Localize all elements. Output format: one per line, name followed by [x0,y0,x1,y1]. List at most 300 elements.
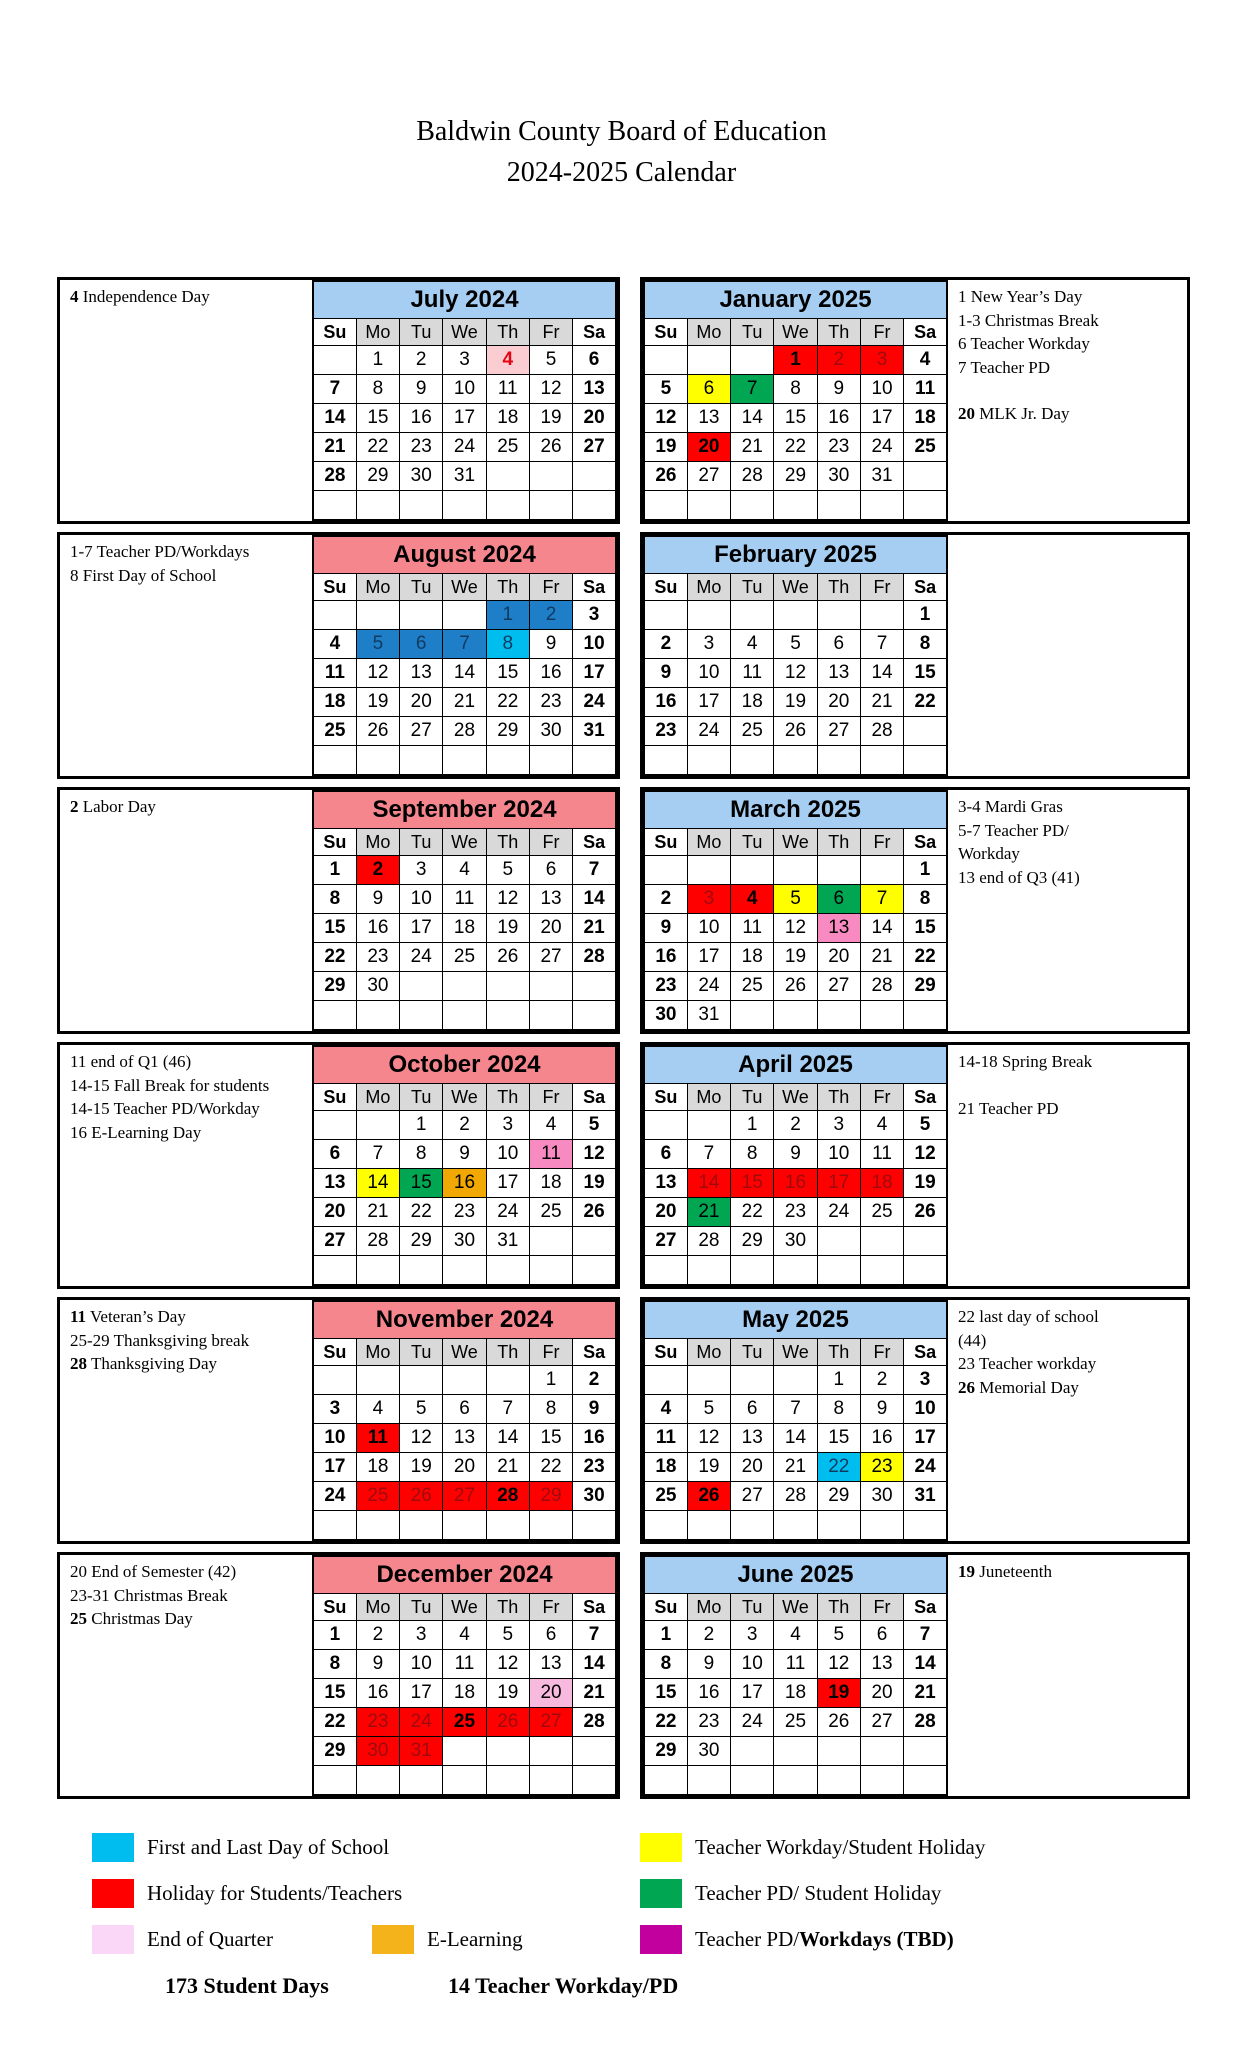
day-cell [774,1511,817,1541]
week-row [313,885,616,914]
weekday-header: Tu [731,1339,774,1366]
day-cell-highlighted: 27 [443,1482,486,1511]
day-cell: 23 [644,717,687,746]
week-row [313,972,616,1001]
day-cell: 10 [313,1424,356,1453]
day-cell [486,491,529,521]
month-block-may-2025 [640,1297,1190,1544]
month-block-august-2024 [57,532,620,779]
day-cell [443,1737,486,1766]
day-cell: 4 [644,1395,687,1424]
month-header-row [313,1556,616,1594]
day-cell: 28 [443,717,486,746]
weekday-header: Mo [687,319,730,346]
day-cell [356,1766,399,1796]
week-row [644,1001,947,1031]
weekday-header: We [774,319,817,346]
week-row [313,630,616,659]
day-cell [644,1511,687,1541]
day-cell: 15 [904,914,947,943]
day-cell: 6 [313,1140,356,1169]
day-cell [486,1366,529,1395]
weekday-header: Su [644,1084,687,1111]
calendar-august-2024 [312,535,617,776]
day-cell: 28 [313,462,356,491]
legend-swatch [640,1879,682,1908]
day-cell: 8 [774,375,817,404]
note-line: 23 Teacher workday [958,1354,1097,1374]
calendar-december-2024 [312,1555,617,1796]
day-cell [529,1227,572,1256]
day-cell: 2 [644,885,687,914]
day-cell [356,1111,399,1140]
month-block-april-2025 [640,1042,1190,1289]
day-cell: 26 [486,943,529,972]
day-cell: 6 [860,1621,903,1650]
day-cell: 11 [904,375,947,404]
weekday-header: Sa [573,1339,616,1366]
month-title: April 2025 [644,1046,947,1084]
day-cell: 17 [573,659,616,688]
day-cell [529,1001,572,1031]
week-row [644,1366,947,1395]
weekday-header: Su [313,574,356,601]
day-cell: 9 [644,659,687,688]
day-cell: 9 [400,375,443,404]
day-cell-highlighted: 1 [486,601,529,630]
day-cell [529,491,572,521]
day-cell: 14 [573,1650,616,1679]
day-cell: 4 [443,856,486,885]
day-cell-highlighted: 11 [356,1424,399,1453]
weekday-header: Fr [529,1594,572,1621]
day-cell: 22 [486,688,529,717]
day-cell: 24 [731,1708,774,1737]
day-cell: 14 [573,885,616,914]
day-cell: 22 [356,433,399,462]
month-header-row [644,1556,947,1594]
legend-swatch [372,1925,414,1954]
weekday-header: We [443,574,486,601]
week-row [644,1227,947,1256]
day-cell-highlighted: 1 [774,346,817,375]
day-cell: 8 [313,1650,356,1679]
week-row [313,1766,616,1796]
week-row [313,1227,616,1256]
day-cell: 16 [400,404,443,433]
day-cell-highlighted: 15 [400,1169,443,1198]
day-cell [860,1256,903,1286]
week-row [644,1482,947,1511]
day-cell-highlighted: 11 [529,1140,572,1169]
month-notes-october-2024 [60,1045,312,1286]
day-cell: 30 [573,1482,616,1511]
day-cell: 8 [731,1140,774,1169]
day-cell: 3 [443,346,486,375]
day-cell [817,1766,860,1796]
legend-swatch [92,1925,134,1954]
day-cell [443,746,486,776]
note-line: 14-18 Spring Break [958,1052,1093,1072]
day-cell: 10 [486,1140,529,1169]
week-row [644,746,947,776]
weekday-header-row [313,1594,616,1621]
weekday-header: Fr [529,1339,572,1366]
day-cell: 19 [644,433,687,462]
weekday-header-row [644,1594,947,1621]
day-cell: 22 [313,943,356,972]
month-notes-november-2024 [60,1300,312,1541]
day-cell: 3 [486,1111,529,1140]
weekday-header: Sa [904,319,947,346]
week-row [313,1511,616,1541]
day-cell: 27 [731,1482,774,1511]
weekday-header: Th [817,1339,860,1366]
week-row [644,1111,947,1140]
day-cell [817,746,860,776]
weekday-header: Su [644,829,687,856]
day-cell [644,746,687,776]
day-cell: 23 [573,1453,616,1482]
day-cell-highlighted: 16 [443,1169,486,1198]
month-block-september-2024 [57,787,620,1034]
day-cell: 12 [573,1140,616,1169]
day-cell: 14 [443,659,486,688]
day-cell [731,491,774,521]
day-cell [529,1511,572,1541]
day-cell: 17 [860,404,903,433]
week-row [313,1001,616,1031]
day-cell: 17 [443,404,486,433]
day-cell: 2 [687,1621,730,1650]
day-cell: 14 [313,404,356,433]
day-cell: 17 [313,1453,356,1482]
day-cell: 9 [443,1140,486,1169]
weekday-header: Sa [904,1594,947,1621]
day-cell [400,1001,443,1031]
day-cell: 28 [356,1227,399,1256]
day-cell [904,1256,947,1286]
day-cell [443,1256,486,1286]
day-cell: 23 [817,433,860,462]
weekday-header: Th [817,574,860,601]
month-block-june-2025 [640,1552,1190,1799]
day-cell: 3 [573,601,616,630]
day-cell: 3 [817,1111,860,1140]
week-row [313,491,616,521]
day-cell [443,491,486,521]
day-cell: 13 [731,1424,774,1453]
month-block-march-2025 [640,787,1190,1034]
day-cell: 13 [644,1169,687,1198]
week-row [313,856,616,885]
week-row [644,375,947,404]
month-title: November 2024 [313,1301,616,1339]
weekday-header: Th [486,1084,529,1111]
day-cell: 31 [573,717,616,746]
legend-item-e-learning [372,1925,523,1954]
day-cell [443,1001,486,1031]
day-cell [774,746,817,776]
day-cell [731,1737,774,1766]
month-header-row [313,281,616,319]
day-cell: 18 [313,688,356,717]
day-cell: 14 [486,1424,529,1453]
day-cell: 21 [443,688,486,717]
legend-label: Teacher PD/ Student Holiday [695,1881,942,1906]
day-cell [644,491,687,521]
weekday-header: We [443,1084,486,1111]
day-cell: 25 [904,433,947,462]
day-cell [731,856,774,885]
day-cell: 19 [687,1453,730,1482]
day-cell-highlighted: 15 [731,1169,774,1198]
day-cell-highlighted: 4 [486,346,529,375]
week-row [644,1766,947,1796]
day-cell [687,856,730,885]
calendar-november-2024 [312,1300,617,1541]
day-cell [400,972,443,1001]
month-notes-may-2025 [948,1300,1187,1541]
day-cell: 12 [486,1650,529,1679]
month-notes-december-2024 [60,1555,312,1796]
week-row [313,1424,616,1453]
day-cell: 13 [529,885,572,914]
month-block-december-2024 [57,1552,620,1799]
day-cell: 24 [860,433,903,462]
day-cell [731,1766,774,1796]
day-cell-highlighted: 2 [356,856,399,885]
month-title: December 2024 [313,1556,616,1594]
day-cell: 1 [904,856,947,885]
weekday-header: Su [644,1339,687,1366]
day-cell: 1 [529,1366,572,1395]
day-cell-highlighted: 8 [486,630,529,659]
day-cell: 12 [644,404,687,433]
weekday-header: Tu [731,574,774,601]
note-line: 16 E-Learning Day [70,1122,202,1142]
day-cell: 5 [573,1111,616,1140]
day-cell-highlighted: 23 [860,1453,903,1482]
weekday-header-row [313,1084,616,1111]
legend-row [0,1921,1243,1967]
day-cell: 30 [443,1227,486,1256]
day-cell [313,1256,356,1286]
day-cell: 8 [356,375,399,404]
day-cell [486,972,529,1001]
day-cell [904,1227,947,1256]
legend-item-teacher-pd- [640,1925,954,1954]
week-row [313,1679,616,1708]
day-cell: 25 [313,717,356,746]
day-cell [313,601,356,630]
day-cell [904,1737,947,1766]
day-cell: 22 [774,433,817,462]
day-cell [904,717,947,746]
day-cell [860,856,903,885]
day-cell [817,1256,860,1286]
weekday-header: We [443,1594,486,1621]
day-cell: 10 [443,375,486,404]
day-cell: 20 [313,1198,356,1227]
day-cell-highlighted: 25 [443,1708,486,1737]
legend-label: E-Learning [427,1927,523,1952]
day-cell: 24 [687,717,730,746]
day-cell: 30 [860,1482,903,1511]
calendar-april-2025 [643,1045,948,1286]
weekday-header: Su [644,574,687,601]
day-cell: 4 [313,630,356,659]
week-row [313,746,616,776]
note-line: 13 end of Q3 (41) [958,867,1080,887]
day-cell: 9 [687,1650,730,1679]
day-cell [860,1766,903,1796]
day-cell: 8 [644,1650,687,1679]
weekday-header: Mo [687,1339,730,1366]
day-cell: 13 [573,375,616,404]
week-row [644,717,947,746]
month-header-row [644,1301,947,1339]
day-cell [687,1766,730,1796]
day-cell: 12 [400,1424,443,1453]
month-notes-february-2025 [948,535,1187,776]
day-cell: 25 [486,433,529,462]
day-cell: 2 [860,1366,903,1395]
day-cell [486,462,529,491]
note-line: 25 Christmas Day [70,1609,193,1629]
week-row [313,462,616,491]
day-cell [774,856,817,885]
day-cell: 17 [687,943,730,972]
day-cell: 25 [529,1198,572,1227]
week-row [644,688,947,717]
months-grid [57,277,1210,1799]
day-cell: 31 [904,1482,947,1511]
week-row [644,1453,947,1482]
day-cell: 18 [529,1169,572,1198]
day-cell: 19 [904,1169,947,1198]
day-cell [400,1366,443,1395]
day-cell-highlighted: 22 [817,1453,860,1482]
teacher-days-total: 14 Teacher Workday/PD [448,1973,679,1999]
day-cell-highlighted: 6 [687,375,730,404]
day-cell: 27 [644,1227,687,1256]
day-cell: 7 [486,1395,529,1424]
calendar-january-2025 [643,280,948,521]
weekday-header: Fr [860,829,903,856]
weekday-header: Fr [860,1339,903,1366]
day-cell-highlighted: 26 [486,1708,529,1737]
day-cell: 25 [860,1198,903,1227]
note-line: 6 Teacher Workday [958,334,1090,354]
day-cell [644,601,687,630]
weekday-header: We [443,319,486,346]
day-cell-highlighted: 24 [400,1708,443,1737]
day-cell: 4 [443,1621,486,1650]
day-cell: 4 [356,1395,399,1424]
day-cell: 7 [860,630,903,659]
weekday-header: Fr [529,1084,572,1111]
day-cell: 20 [731,1453,774,1482]
day-cell: 30 [817,462,860,491]
month-block-november-2024 [57,1297,620,1544]
weekday-header: Tu [400,1084,443,1111]
week-row [313,375,616,404]
legend-item-teacher-pd-student-holiday [640,1879,941,1908]
day-cell: 21 [573,914,616,943]
day-cell [731,1001,774,1031]
week-row [644,1169,947,1198]
legend-label: First and Last Day of School [147,1835,390,1860]
note-line: 14-15 Teacher PD/Workday [70,1099,260,1119]
day-cell: 4 [774,1621,817,1650]
day-cell: 21 [904,1679,947,1708]
day-cell: 12 [774,659,817,688]
day-cell: 31 [486,1227,529,1256]
day-cell-highlighted: 23 [356,1708,399,1737]
day-cell: 12 [817,1650,860,1679]
day-cell [904,491,947,521]
day-cell: 3 [731,1621,774,1650]
day-cell [774,1001,817,1031]
week-row [313,346,616,375]
day-cell [486,1766,529,1796]
day-cell: 9 [573,1395,616,1424]
weekday-header: Tu [400,1594,443,1621]
day-cell: 12 [486,885,529,914]
day-cell: 8 [400,1140,443,1169]
day-cell: 10 [860,375,903,404]
day-cell [313,1111,356,1140]
day-cell: 21 [774,1453,817,1482]
legend-label: End of Quarter [147,1927,273,1952]
legend-item-teacher-workday-student-holiday [640,1833,985,1862]
day-cell: 17 [731,1679,774,1708]
day-cell [860,491,903,521]
day-cell: 15 [817,1424,860,1453]
day-cell: 20 [573,404,616,433]
day-cell: 17 [904,1424,947,1453]
weekday-header: Fr [860,319,903,346]
day-cell: 14 [904,1650,947,1679]
day-cell: 1 [400,1111,443,1140]
day-cell: 19 [774,688,817,717]
week-row [313,659,616,688]
day-cell: 7 [904,1621,947,1650]
day-cell [817,1227,860,1256]
note-line: 14-15 Fall Break for students [70,1075,270,1095]
day-cell-highlighted: 5 [774,885,817,914]
legend-row [0,1875,1243,1921]
note-line: 5-7 Teacher PD/ [958,820,1069,840]
day-cell: 21 [356,1198,399,1227]
month-header-row [313,1046,616,1084]
month-title: May 2025 [644,1301,947,1339]
day-cell-highlighted: 28 [486,1482,529,1511]
weekday-header: Sa [573,829,616,856]
day-cell: 6 [443,1395,486,1424]
day-cell [443,1366,486,1395]
note-line: 1-3 Christmas Break [958,310,1099,330]
week-row [313,1737,616,1766]
day-cell: 26 [573,1198,616,1227]
day-cell: 9 [817,375,860,404]
weekday-header: We [774,829,817,856]
day-cell [529,462,572,491]
month-notes-april-2025 [948,1045,1187,1286]
day-cell: 1 [817,1366,860,1395]
day-cell [860,1001,903,1031]
